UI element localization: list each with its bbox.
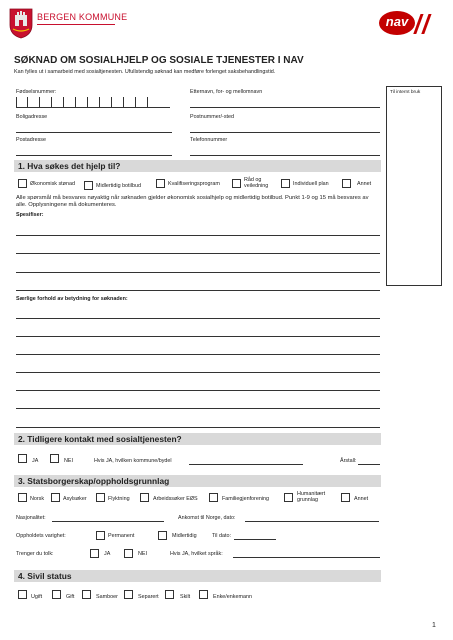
- postadresse-label: Postadresse: [16, 137, 46, 143]
- spesifiser-line-1[interactable]: [16, 235, 380, 236]
- telefon-field[interactable]: [190, 155, 380, 156]
- label-ugift: Ugift: [31, 594, 43, 600]
- checkbox-samboer[interactable]: [82, 590, 91, 599]
- checkbox-humanitart-grunnlag[interactable]: [284, 493, 293, 502]
- label-annet-statsborgerskap: Annet: [354, 496, 369, 502]
- postnummer-label: Postnummer/-sted: [190, 114, 235, 120]
- municipality-underline: [37, 24, 115, 25]
- spesifiser-label: Spesifiser:: [16, 212, 44, 218]
- section-1-title: 1. Hva søkes det hjelp til?: [18, 161, 121, 171]
- label-flyktning: Flyktning: [108, 496, 130, 502]
- sarlige-line-2[interactable]: [16, 336, 380, 337]
- label-tidligere-nei: NEI: [64, 458, 73, 464]
- checkbox-separert[interactable]: [124, 590, 133, 599]
- section-4-title: 4. Sivil status: [18, 571, 72, 581]
- name-field[interactable]: [190, 107, 380, 108]
- checkbox-annet-statsborgerskap[interactable]: [341, 493, 350, 502]
- internal-use-label: Til internt bruk: [390, 90, 421, 95]
- tolk-label: Trenger du tolk:: [16, 551, 54, 557]
- boligadresse-field[interactable]: [16, 132, 172, 133]
- section-3-title: 3. Statsborgerskap/oppholdsgrunnlag: [18, 476, 170, 486]
- label-annet-hjelp: Annet: [357, 181, 372, 187]
- checkbox-tolk-ja[interactable]: [90, 549, 99, 558]
- section-2-title: 2. Tidligere kontakt med sosialtjenesten?: [18, 434, 182, 444]
- sarlige-line-7[interactable]: [16, 427, 380, 428]
- label-tolk-ja: JA: [104, 551, 111, 557]
- label-tidligere-ja: JA: [32, 458, 39, 464]
- sprak-field[interactable]: [233, 557, 380, 558]
- checkbox-individuell-plan[interactable]: [281, 179, 290, 188]
- ankomst-field[interactable]: [245, 521, 379, 522]
- sarlige-forhold-label: Særlige forhold av betydning for søknaden:: [16, 296, 128, 302]
- sarlige-line-4[interactable]: [16, 372, 380, 373]
- fodselsnummer-field[interactable]: [16, 97, 148, 107]
- sarlige-line-5[interactable]: [16, 390, 380, 391]
- form-title: SØKNAD OM SOSIALHJELP OG SOSIALE TJENESTER I NAV: [14, 55, 304, 66]
- spesifiser-line-3[interactable]: [16, 272, 380, 273]
- checkbox-kvalifiseringsprogram[interactable]: [156, 179, 165, 188]
- nasjonalitet-field[interactable]: [52, 521, 164, 522]
- section-2-header: [14, 433, 381, 445]
- label-skilt: Skilt: [180, 594, 191, 600]
- checkbox-flyktning[interactable]: [96, 493, 105, 502]
- label-samboer: Samboer: [96, 594, 118, 600]
- sarlige-line-3[interactable]: [16, 354, 380, 355]
- checkbox-tidligere-ja[interactable]: [18, 454, 27, 463]
- page-number: 1: [432, 622, 436, 629]
- label-gift: Gift: [66, 594, 75, 600]
- checkbox-tolk-nei[interactable]: [124, 549, 133, 558]
- postnummer-field[interactable]: [190, 132, 380, 133]
- label-permanent: Permanent: [108, 533, 135, 539]
- fodselsnummer-label: Fødselsnummer:: [16, 89, 57, 95]
- checkbox-gift[interactable]: [52, 590, 61, 599]
- kommune-label: Hvis JA, hvilken kommune/bydel: [94, 458, 172, 464]
- spesifiser-line-2[interactable]: [16, 253, 380, 254]
- checkbox-okonomisk-stonad[interactable]: [18, 179, 27, 188]
- fodselsnummer-baseline: [16, 107, 170, 108]
- section-1-instruction: Alle spørsmål må besvares nøyaktig når søknaden gjelder økonomisk sosialhjelp og midlertidig botilbud. Punkt 1-9 og 15 må besvares av alle. Opplysningene må dokumenteres.: [16, 195, 369, 208]
- label-midlertidig: Midlertidig: [172, 533, 197, 539]
- arstall-field[interactable]: [358, 464, 380, 465]
- label-rad-og-veiledning: Råd og veiledning: [244, 177, 269, 190]
- label-arbeidssoker-eos: Arbeidssøker EØS: [153, 496, 198, 502]
- sarlige-line-1[interactable]: [16, 318, 380, 319]
- checkbox-norsk[interactable]: [18, 493, 27, 502]
- label-enke: Enke/enkemann: [213, 594, 252, 600]
- telefon-label: Telefonnummer: [190, 137, 228, 143]
- spesifiser-line-4[interactable]: [16, 290, 380, 291]
- til-dato-field[interactable]: [234, 539, 276, 540]
- checkbox-midlertidig[interactable]: [158, 531, 167, 540]
- label-norsk: Norsk: [30, 496, 45, 502]
- checkbox-rad-og-veiledning[interactable]: [232, 179, 241, 188]
- nasjonalitet-label: Nasjonalitet:: [16, 515, 46, 521]
- checkbox-ugift[interactable]: [18, 590, 27, 599]
- label-midlertidig-botilbud: Midlertidig botilbud: [96, 183, 141, 189]
- section-1-header: [14, 160, 381, 172]
- sarlige-line-6[interactable]: [16, 408, 380, 409]
- label-tolk-nei: NEI: [138, 551, 147, 557]
- label-separert: Separert: [138, 594, 159, 600]
- arstall-label: Årstall:: [340, 458, 357, 464]
- sprak-label: Hvis JA, hvilket språk:: [170, 551, 223, 557]
- section-4-header: [14, 570, 381, 582]
- name-label: Etternavn, for- og mellomnavn: [190, 89, 263, 95]
- checkbox-arbeidssoker-eos[interactable]: [140, 493, 149, 502]
- label-okonomisk-stonad: Økonomisk stønad: [30, 181, 75, 187]
- kommune-field[interactable]: [189, 464, 303, 465]
- label-familiegjenforening: Familiegjenforening: [222, 496, 270, 502]
- varighet-label: Oppholdets varighet:: [16, 533, 66, 539]
- postadresse-field[interactable]: [16, 155, 172, 156]
- label-asylsoker: Asylsøker: [63, 496, 87, 502]
- internal-use-box: [386, 86, 442, 286]
- nav-logo-text: nav: [385, 14, 409, 29]
- checkbox-familiegjenforening[interactable]: [209, 493, 218, 502]
- checkbox-tidligere-nei[interactable]: [50, 454, 59, 463]
- section-3-header: [14, 475, 381, 487]
- checkbox-annet-hjelp[interactable]: [342, 179, 351, 188]
- checkbox-permanent[interactable]: [96, 531, 105, 540]
- til-dato-label: Til dato:: [212, 533, 231, 539]
- label-kvalifiseringsprogram: Kvalifiseringsprogram: [168, 181, 220, 187]
- form-subtitle: Kan fylles ut i samarbeid med sosialtjenesten. Ufullstendig søknad kan medføre forlenget saksbehandlingstid.: [14, 69, 276, 75]
- ankomst-label: Ankomst til Norge, dato:: [178, 515, 236, 521]
- nav-logo: [370, 10, 438, 36]
- boligadresse-label: Boligadresse: [16, 114, 48, 120]
- label-humanitart-grunnlag: Humanitært grunnlag: [297, 491, 326, 504]
- checkbox-asylsoker[interactable]: [51, 493, 60, 502]
- municipality-name: BERGEN KOMMUNE: [37, 12, 128, 22]
- label-individuell-plan: Individuell plan: [293, 181, 329, 187]
- bergen-coat-of-arms-icon: [8, 7, 34, 39]
- checkbox-enke[interactable]: [199, 590, 208, 599]
- checkbox-skilt[interactable]: [165, 590, 174, 599]
- checkbox-midlertidig-botilbud[interactable]: [84, 181, 93, 190]
